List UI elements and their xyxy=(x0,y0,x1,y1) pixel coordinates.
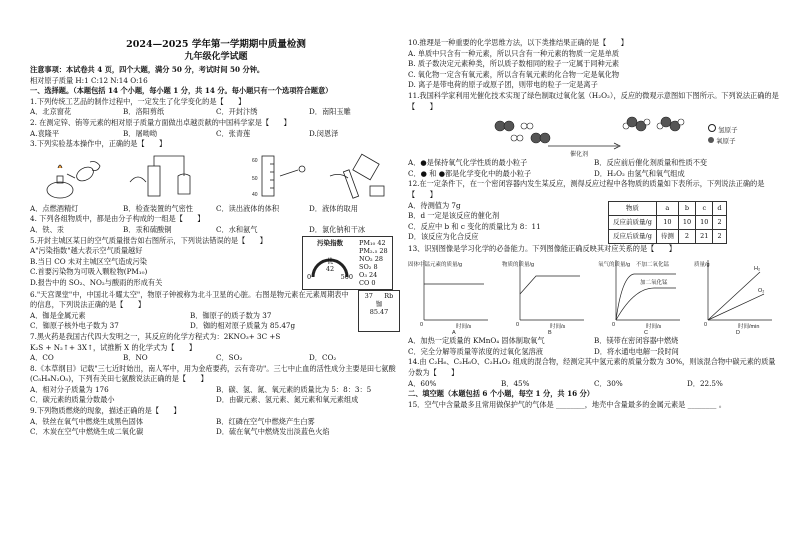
q2-option-d[interactable]: D.闵恩泽 xyxy=(309,128,339,138)
periodic-element-card xyxy=(358,290,400,332)
graph-a-xlabel: 时间/s xyxy=(456,324,472,331)
legend-oxygen: 氧原子 xyxy=(716,136,736,145)
q6-stem: 6."天宫课堂"中，中国北斗耀太空"，物原子钟被称为北斗卫星的心脏。右图是物元素在元素周期表中的信息，下列说法正确的是【 】 xyxy=(30,289,349,310)
graph-d-origin: 0 xyxy=(704,322,708,329)
q2-stem: 2. 在测定锌、铕等元素的相对原子质量方面做出卓越贡献的中国科学家是【 】 xyxy=(30,117,291,127)
q6-block xyxy=(30,290,402,332)
q7-option-a[interactable]: A．CO xyxy=(30,353,54,363)
q7-option-c[interactable]: C．SO₂ xyxy=(216,353,243,363)
graph-c-origin: 0 xyxy=(612,322,616,329)
graph-d-xlabel: 时间/min xyxy=(738,324,760,331)
exam-subtitle: 九年级化学试题 xyxy=(184,52,248,62)
q10-option-b[interactable]: B. 质子数决定元素种类，所以质子数相同的粒子一定属于同种元素 xyxy=(408,59,620,69)
q13-stem: 13、识别图像是学习化学的必备能力。下列图像能正确反映其对应关系的是【 】 xyxy=(408,243,676,253)
aqi-row: NO₂ 28 xyxy=(359,254,383,263)
q8-option-d[interactable]: D．由碳元素、氢元素、氮元素和氧元素组成 xyxy=(216,395,359,405)
q14-option-d[interactable]: D．22.5% xyxy=(687,378,723,388)
graph-a xyxy=(424,260,488,320)
q11-option-d[interactable]: D．H₂O₂ 由氢气和氧气组成 xyxy=(594,168,685,178)
q4-option-d[interactable]: D．氯化钠和干冰 xyxy=(309,224,366,234)
graph-d-o2-label: O₂ xyxy=(758,288,765,295)
q12-stem: 12.在一定条件下，在一个密闭容器内发生某反应，测得反应过程中各物质的质量如下表所示，下列说法正确的是【 】 xyxy=(408,179,765,199)
q9-option-a[interactable]: A．铁丝在氧气中燃烧生成黑色固体 xyxy=(30,416,144,426)
graph-d-h2-label: H₂ xyxy=(754,266,761,273)
element-number: 37 xyxy=(364,291,373,300)
alcohol-lamp-illustration xyxy=(47,161,100,198)
q11-figure xyxy=(408,112,780,158)
q3-option-a[interactable]: A．点燃酒精灯 xyxy=(30,203,79,213)
reactant-molecules xyxy=(495,121,550,143)
graph-c-xlabel: 时间/s xyxy=(646,324,662,331)
q10-option-d[interactable]: D. 离子是带电荷的原子或原子团，则带电的粒子一定是离子 xyxy=(408,80,598,90)
q4-stem: 4. 下列各组物质中，都是由分子构成的一组是【 】 xyxy=(30,214,205,224)
table-header-row: 物质 a b c d xyxy=(609,201,727,215)
aqi-value: 42 xyxy=(325,264,335,273)
catalyst-label: 催化剂 xyxy=(570,151,589,159)
q5-option-c[interactable]: C.首要污染物为可吸入颗粒物(PM₁₀) xyxy=(30,267,148,277)
q13-option-b[interactable]: B．镁带在密闭容器中燃烧 xyxy=(594,336,679,346)
aqi-row: PM₁₀ 42 xyxy=(359,238,386,247)
table-row: 反应前质量/g 10 10 10 2 xyxy=(609,215,727,229)
hydrogen-atom-icon xyxy=(708,124,716,132)
q13-option-a[interactable]: A．加热一定质量的 KMnO₄ 固体制取氧气 xyxy=(408,336,545,346)
q15-stem: 15．空气中含量最多且常用做保护气的气体是 ________，地壳中含量最多的金属元素是 ________ 。 xyxy=(408,399,726,409)
graph-d-letter: D xyxy=(736,330,740,337)
aqi-row: O₃ 24 xyxy=(359,270,378,279)
section-2-heading: 二、填空题（本题包括 6 个小题，每空 1 分，共 16 分） xyxy=(408,389,594,399)
q4-options xyxy=(30,225,402,236)
graph-c xyxy=(616,260,680,320)
q14-option-b[interactable]: B．45% xyxy=(501,378,530,388)
q4-option-c[interactable]: C．水和氨气 xyxy=(216,224,258,234)
q7-stem: 7.黑火药是我国古代四大发明之一，其反应的化学方程式为：2KNO₃+ 3C +S xyxy=(30,331,281,341)
graph-c-legend-1: 不加二氧化锰 xyxy=(636,262,670,269)
q14-stem: 14.由 C₂H₆、C₂H₆O、C₂H₄O₂ 组成的混合物，经测定其中氢元素的质量分数为 30%，则该混合物中碳元素的质量分数为【 】 xyxy=(408,357,776,377)
table-row: 反应后质量/g 待测 2 21 2 xyxy=(609,229,727,243)
q2-option-c[interactable]: C．张青莲 xyxy=(216,128,251,138)
atom-legend xyxy=(708,124,738,147)
graph-b-letter: B xyxy=(548,330,552,337)
atomic-masses: 相对原子质量 H:1 C:12 N:14 O:16 xyxy=(30,75,148,85)
svg-text:60: 60 xyxy=(252,157,258,164)
q6-option-c[interactable]: C．铷原子核外电子数为 37 xyxy=(30,321,119,331)
graph-a-letter: A xyxy=(452,330,456,337)
aqi-label: 污染指数 xyxy=(317,238,343,247)
q9-option-b[interactable]: B．红磷在空气中燃烧产生白雾 xyxy=(216,416,315,426)
q14-options xyxy=(408,379,780,390)
element-symbol: Rb xyxy=(384,291,394,300)
graph-b-ylabel: 物质的质量/g xyxy=(502,262,535,269)
q10-stem: 10.推理是一种重要的化学思维方法，以下类推结果正确的是【 】 xyxy=(408,38,628,47)
q2-options xyxy=(30,129,402,140)
q12-block xyxy=(408,201,780,244)
aqi-row: SO₂ 8 xyxy=(359,262,378,271)
left-column xyxy=(30,38,402,438)
q12-option-a[interactable]: A．待测值为 7g xyxy=(408,200,461,210)
aqi-row: PM₂.₅ 28 xyxy=(359,246,388,255)
q3-stem: 3.下列实验基本操作中，正确的是【 】 xyxy=(30,139,167,149)
q7-option-b[interactable]: B．NO xyxy=(123,353,148,363)
q1-stem: 1.下列传统工艺品的制作过程中，一定发生了化学变化的是【 】 xyxy=(30,96,246,106)
q5-stem: 5.开封主城区某日的空气质量报告如右图所示，下列说法错误的是【 】 xyxy=(30,235,267,245)
q12-option-c[interactable]: C．反应中 b 和 c 变化的质量比为 8：11 xyxy=(408,221,541,231)
q7-options xyxy=(30,353,402,364)
aqi-min: 0 xyxy=(307,272,312,281)
q14-option-c[interactable]: C．30% xyxy=(594,378,623,388)
oxygen-atom-icon xyxy=(708,137,714,143)
q7-stem-continued: K₂S + N₂↑+ 3X↑，试推断 X 的化学式为【 】 xyxy=(30,342,197,352)
q6-option-d[interactable]: D．铷的相对原子质量为 85.47g xyxy=(190,321,296,331)
airtightness-check-illustration xyxy=(130,156,190,196)
q5-option-b[interactable]: B.当日 CO 未对主城区空气造成污染 xyxy=(30,256,147,266)
air-quality-report xyxy=(302,236,393,290)
svg-text:50: 50 xyxy=(252,175,258,182)
legend-hydrogen: 氢原子 xyxy=(718,125,738,134)
q8-stem: 8.《本草纲目》记载"三七近时始出，南人军中，用为金疮要药，云有奇功"。三七中止血的活性成分主要是田七氨酸(C₅H₈N₂O₅)，下列有关田七氨酸说法正确的是【 】 xyxy=(30,363,396,384)
q1-option-c[interactable]: C．开封汴绣 xyxy=(216,107,258,117)
q6-option-b[interactable]: B．铷原子的质子数为 37 xyxy=(190,310,272,320)
exam-title: 2024—2025 学年第一学期期中质量检测 xyxy=(126,39,306,50)
graph-c-ylabel: 氧气的质量/g xyxy=(598,262,631,269)
product-molecules xyxy=(623,117,684,131)
q10-option-a[interactable]: A. 单质中只含有一种元素，所以只含有一种元素的物质一定是单质 xyxy=(408,48,620,58)
q8-option-c[interactable]: C．碳元素的质量分数最小 xyxy=(30,395,115,405)
q11-stem: 11.我国科学家利用光催化技术实现了绿色制取过氧化氢（H₂O₂），反应的微观示意图如下图所示。下列说法正确的是【 】 xyxy=(408,90,779,111)
q1-option-b[interactable]: B．洛阳剪纸 xyxy=(123,107,165,117)
q1-option-d[interactable]: D．南阳玉雕 xyxy=(309,107,351,117)
q2-option-b[interactable]: B．屠呦呦 xyxy=(123,128,158,138)
q12-option-b[interactable]: B．d 一定是该反应的催化剂 xyxy=(408,211,500,221)
aqi-max: 500 xyxy=(340,272,353,281)
q13-option-c[interactable]: C．完全分解等质量等浓度的过氧化氢溶液 xyxy=(408,346,543,356)
q3-option-b[interactable]: B．检查装置的气密性 xyxy=(123,203,193,213)
graph-c-legend-2: 加二氧化锰 xyxy=(640,280,668,287)
graph-a-ylabel: 固体中锰元素的质量/g xyxy=(408,262,463,269)
aqi-pollutant-list xyxy=(359,239,388,287)
element-name: 铷 xyxy=(375,299,383,308)
cylinder-scale-labels xyxy=(252,158,258,198)
aqi-level: 优 xyxy=(326,256,334,265)
graph-c-letter: C xyxy=(644,330,648,337)
graduated-cylinder-illustration xyxy=(262,156,305,196)
q3-options xyxy=(30,204,402,215)
q5-option-d[interactable]: D.报告中的 SO₂、NO₂与酸雨的形成有关 xyxy=(30,277,163,287)
aqi-row: CO 0 xyxy=(359,278,376,287)
q13-graphs xyxy=(408,254,780,336)
q4-option-a[interactable]: A．铁、汞 xyxy=(30,224,64,234)
q11-option-b[interactable]: B．反应前后催化剂质量和性质不变 xyxy=(594,158,708,168)
q9-option-d[interactable]: D．硫在氧气中燃烧发出淡蓝色火焰 xyxy=(216,427,330,437)
reaction-micro-diagram xyxy=(408,112,708,158)
q3-lab-operations-figure xyxy=(30,152,402,202)
element-mass: 85.47 xyxy=(369,307,389,316)
q2-option-a[interactable]: A.袁隆平 xyxy=(30,128,60,138)
graph-b-origin: 0 xyxy=(516,322,520,329)
q7-option-d[interactable]: D．CO₂ xyxy=(309,353,337,363)
q8-option-b[interactable]: B．碳、氢、氮、氧元素的质量比为 5：8：3：5 xyxy=(216,384,372,394)
q11-option-a[interactable]: A．●是保持氧气化学性质的最小粒子 xyxy=(408,158,528,168)
q9-stem: 9.下列物质燃烧的现象，描述正确的是【 】 xyxy=(30,406,181,416)
liquid-transfer-illustration xyxy=(330,154,384,198)
q5-block xyxy=(30,236,402,290)
q10-option-c[interactable]: C. 氧化物一定含有氧元素，所以含有氧元素的化合物一定是氧化物 xyxy=(408,69,620,79)
graph-d-ylabel: 质量/g xyxy=(694,262,710,269)
q13-option-d[interactable]: D．将水通电电解一段时间 xyxy=(594,346,679,356)
q1-option-a[interactable]: A．北京窗花 xyxy=(30,107,72,117)
q5-option-a[interactable]: A"污染指数"越大表示空气质量越好 xyxy=(30,246,143,256)
q12-option-d[interactable]: D．该反应为化合反应 xyxy=(408,232,479,242)
q6-option-a[interactable]: A．铷是金属元素 xyxy=(30,310,86,320)
graph-a-origin: 0 xyxy=(420,322,424,329)
q4-option-b[interactable]: B．汞和硫酸铜 xyxy=(123,224,172,234)
exam-note: 注意事项：本试卷共 4 页，四个大题，满分 50 分，考试时间 50 分钟。 xyxy=(30,65,265,74)
q11-option-c[interactable]: C．● 和 ●都是化学变化中的最小粒子 xyxy=(408,168,532,178)
svg-text:40: 40 xyxy=(252,191,258,198)
right-column xyxy=(408,38,780,410)
mass-table xyxy=(608,201,727,244)
q3-option-c[interactable]: C．读出液体的体积 xyxy=(216,203,280,213)
graph-b-xlabel: 时间/s xyxy=(550,324,566,331)
q9-option-c[interactable]: C．木炭在空气中燃烧生成二氧化碳 xyxy=(30,427,144,437)
q14-option-a[interactable]: A．60% xyxy=(408,378,437,388)
q8-option-a[interactable]: A．相对分子质量为 176 xyxy=(30,384,109,394)
q1-options xyxy=(30,107,402,118)
q3-option-d[interactable]: D．液体的取用 xyxy=(309,203,358,213)
graph-b xyxy=(520,260,584,320)
section-1-heading: 一、选择题。（本题包括 14 个小题，每小题 1 分，共 14 分。每小题只有一个选项符合题意） xyxy=(30,86,333,96)
